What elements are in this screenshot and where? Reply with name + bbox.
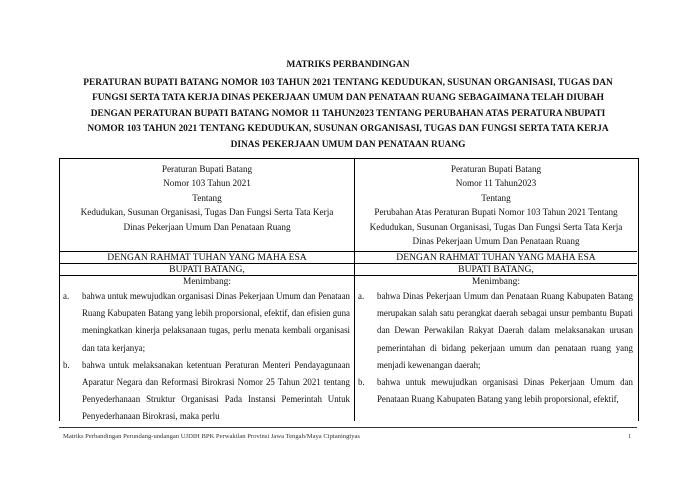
- bupati-line: BUPATI BATANG,: [355, 263, 637, 275]
- left-column: [60, 159, 354, 426]
- considerations-list: [60, 288, 354, 426]
- title-line: DENGAN PERATURAN BUPATI BATANG NOMOR 11 TAHUN2023 TENTANG PERUBAHAN ATAS PERATURA NBUPATI: [90, 108, 606, 119]
- item-label: a.: [358, 291, 365, 301]
- item-label: b.: [358, 377, 365, 388]
- header-line: Dinas Pekerjaan Umum Dan Penataan Ruang: [412, 236, 580, 247]
- list-item: [60, 288, 350, 357]
- document-title: [40, 58, 656, 154]
- item-text: bahwa Dinas Pekerjaan Umum dan Penataan Ruang Kabupaten Batang merupakan salah satu perangkat daerah sebagai unsur pembantu Bupati dan Dewan Perwakilan Rakyat Daerah dalam melaksanakan urusan pemerintahan di bidang pekerjaan umum dan penataan ruang yang menjadi kewenangan daerah;: [377, 291, 633, 370]
- header-line: Dinas Pekerjaan Umum Dan Penataan Ruang: [123, 221, 291, 232]
- item-label: b.: [63, 359, 70, 370]
- header-line: Kedudukan, Susunan Organisasi, Tugas Dan Fungsi Serta Tata Kerja: [80, 207, 334, 218]
- header-line: Kedudukan, Susunan Organisasi, Tugas Dan Fungsi Serta Tata Kerja: [369, 221, 623, 232]
- list-item: [355, 374, 633, 408]
- header-line: Tentang: [481, 192, 511, 203]
- header-line: Peraturan Bupati Batang: [161, 164, 253, 174]
- header-line: Nomor 103 Tahun 2021: [163, 178, 251, 189]
- comparison-table: [59, 158, 639, 421]
- list-item: [60, 357, 350, 426]
- considerations-list: [355, 288, 637, 408]
- menimbang-heading: Menimbang:: [355, 275, 637, 288]
- item-text: bahwa untuk mewujudkan organisasi Dinas Pekerjaan Umum dan Penataan Ruang Kabupaten Batang yang lebih proporsional, efektif,: [377, 377, 633, 405]
- header-line: Peraturan Bupati Batang: [450, 164, 542, 174]
- header-line: Nomor 11 Tahun2023: [455, 178, 537, 189]
- title-line: FUNGSI SERTA TATA KERJA DINAS PEKERJAAN UMUM DAN PENATAAN RUANG SEBAGAIMANA TELAH DIUBAH: [92, 93, 604, 104]
- title-line: MATRIKS PERBANDINGAN: [286, 60, 410, 70]
- footer-divider: [59, 427, 637, 428]
- item-text: bahwa untuk melaksanakan ketentuan Peraturan Menteri Pendayagunaan Aparatur Negara dan Reformasi Birokrasi Nomor 25 Tahun 2021 tentang Penyederhanaan Struktur Organisasi Pada Instansi Pemerintah Untuk Penyederhanaan Birokrasi, maka perlu: [82, 359, 350, 422]
- header-line: Tentang: [192, 192, 222, 203]
- title-line: DINAS PEKERJAAN UMUM DAN PENATAAN RUANG: [230, 139, 466, 150]
- menimbang-heading: Menimbang:: [60, 275, 354, 288]
- header-line: Perubahan Atas Peraturan Bupati Nomor 103 Tahun 2021 Tentang: [374, 207, 618, 218]
- page-number: 1: [628, 433, 632, 440]
- bupati-line: BUPATI BATANG,: [60, 263, 354, 275]
- right-header: [355, 159, 637, 251]
- item-label: a.: [63, 291, 70, 301]
- title-line: PERATURAN BUPATI BATANG NOMOR 103 TAHUN 2021 TENTANG KEDUDUKAN, SUSUNAN ORGANISASI, TUGAS DAN: [83, 77, 613, 88]
- footer-text: Matriks Perbandingan Perundang-undangan UJDIH BPK Perwakilan Provinsi Jawa Tengah/Maya Ciptaningtyas: [63, 433, 361, 440]
- rahmat-line: DENGAN RAHMAT TUHAN YANG MAHA ESA: [60, 251, 354, 263]
- left-header: [60, 159, 354, 251]
- right-column: [355, 159, 637, 408]
- list-item: [355, 288, 633, 374]
- title-line: NOMOR 103 TAHUN 2021 TENTANG KEDUDUKAN, SUSUNAN ORGANISASI, TUGAS DAN FUNGSI SERTA TATA KERJA: [87, 124, 609, 135]
- item-text: bahwa untuk mewujudkan organisasi Dinas Pekerjaan Umum dan Penataan Ruang Kabupaten Batang yang lebih proporsional, efektif, dan efisien guna meningkatkan kinerja pelaksanaan tugas, perlu menata kembali organisasi dan tata kerjanya;: [82, 291, 350, 353]
- rahmat-line: DENGAN RAHMAT TUHAN YANG MAHA ESA: [355, 251, 637, 263]
